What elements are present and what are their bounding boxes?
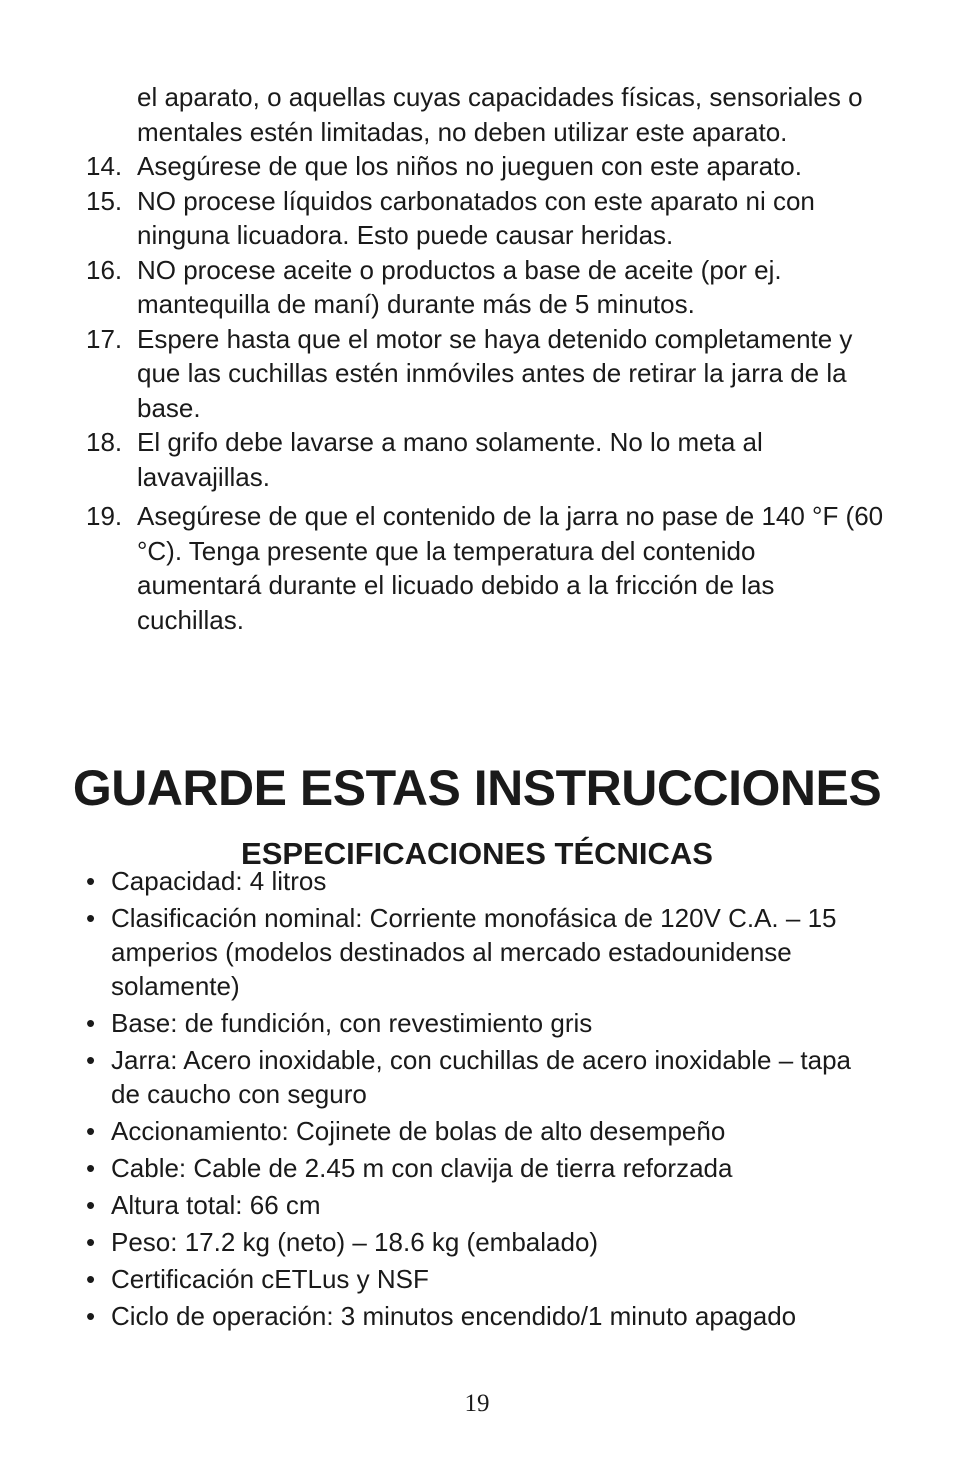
item-text: Asegúrese de que los niños no jueguen con este aparato. bbox=[137, 151, 802, 181]
bullet-icon: • bbox=[86, 1190, 96, 1220]
item-number: 15. bbox=[86, 185, 123, 216]
bullet-icon: • bbox=[86, 866, 96, 896]
item-number: 17. bbox=[86, 323, 123, 354]
item-text: NO procese aceite o productos a base de aceite (por ej. mantequilla de maní) durante más de 5 minutos. bbox=[137, 254, 782, 319]
item-text: Espere hasta que el motor se haya detenido completamente y que las cuchillas estén inmóviles antes de retirar la jarra de la base. bbox=[137, 323, 853, 423]
bullet-icon: • bbox=[86, 1227, 96, 1257]
spec-text: Certificación cETLus y NSF bbox=[111, 1264, 429, 1294]
spec-item bbox=[86, 901, 886, 1003]
spec-text: Altura total: 66 cm bbox=[111, 1190, 321, 1220]
spec-item bbox=[86, 1114, 886, 1148]
spec-text: Peso: 17.2 kg (neto) – 18.6 kg (embalado) bbox=[111, 1227, 599, 1257]
item-number: 18. bbox=[86, 427, 123, 457]
bullet-icon: • bbox=[86, 1264, 96, 1294]
list-item bbox=[86, 149, 886, 184]
bullet-icon: • bbox=[86, 1045, 96, 1075]
item-text: Asegúrese de que el contenido de la jarra no pase de 140 °F (60 °C). Tenga presente que la temperatura del contenido aumentará durante el licuado debido a la fricción de las cuchillas. bbox=[137, 501, 884, 635]
list-item bbox=[86, 499, 886, 637]
bullet-icon: • bbox=[86, 1153, 96, 1183]
list-item bbox=[86, 322, 886, 426]
item-text: el aparato, o aquellas cuyas capacidades físicas, sensoriales o mentales estén limitadas, no deben utilizar este aparato. bbox=[137, 82, 863, 147]
page-number: 19 bbox=[464, 1390, 490, 1417]
spec-item bbox=[86, 1043, 886, 1111]
safety-instructions-list bbox=[86, 80, 886, 637]
item-number: 19. bbox=[86, 501, 123, 531]
item-text: El grifo debe lavarse a mano solamente. No lo meta al lavavajillas. bbox=[137, 427, 763, 492]
technical-specs-heading: ESPECIFICACIONES TÉCNICAS bbox=[241, 835, 713, 871]
spec-text: Capacidad: 4 litros bbox=[111, 866, 327, 896]
list-item bbox=[86, 253, 886, 322]
item-number: 16. bbox=[86, 254, 123, 285]
spec-item bbox=[86, 1262, 886, 1296]
spec-item bbox=[86, 1006, 886, 1040]
bullet-icon: • bbox=[86, 903, 96, 933]
item-text: NO procese líquidos carbonatados con este aparato ni con ninguna licuadora. Esto puede causar heridas. bbox=[137, 185, 815, 250]
specs-list bbox=[86, 864, 886, 1336]
list-item bbox=[86, 425, 886, 494]
spec-item bbox=[86, 1299, 886, 1333]
spec-text: Clasificación nominal: Corriente monofásica de 120V C.A. – 15 amperios (modelos destinados al mercado estadounidense solamente) bbox=[111, 903, 837, 1001]
spec-item bbox=[86, 1225, 886, 1259]
spec-item bbox=[86, 864, 886, 898]
item-number: 14. bbox=[86, 151, 123, 181]
spec-text: Accionamiento: Cojinete de bolas de alto desempeño bbox=[111, 1116, 726, 1146]
spec-item bbox=[86, 1188, 886, 1222]
bullet-icon: • bbox=[86, 1008, 96, 1038]
spec-text: Cable: Cable de 2.45 m con clavija de tierra reforzada bbox=[111, 1153, 733, 1183]
list-item bbox=[86, 80, 886, 149]
save-instructions-heading: GUARDE ESTAS INSTRUCCIONES bbox=[72, 759, 882, 816]
list-item bbox=[86, 184, 886, 253]
spec-text: Jarra: Acero inoxidable, con cuchillas de acero inoxidable – tapa de caucho con seguro bbox=[111, 1045, 852, 1109]
bullet-icon: • bbox=[86, 1301, 96, 1331]
spec-text: Base: de fundición, con revestimiento gris bbox=[111, 1008, 593, 1038]
spec-item bbox=[86, 1151, 886, 1185]
bullet-icon: • bbox=[86, 1116, 96, 1146]
spec-text: Ciclo de operación: 3 minutos encendido/1 minuto apagado bbox=[111, 1301, 797, 1331]
